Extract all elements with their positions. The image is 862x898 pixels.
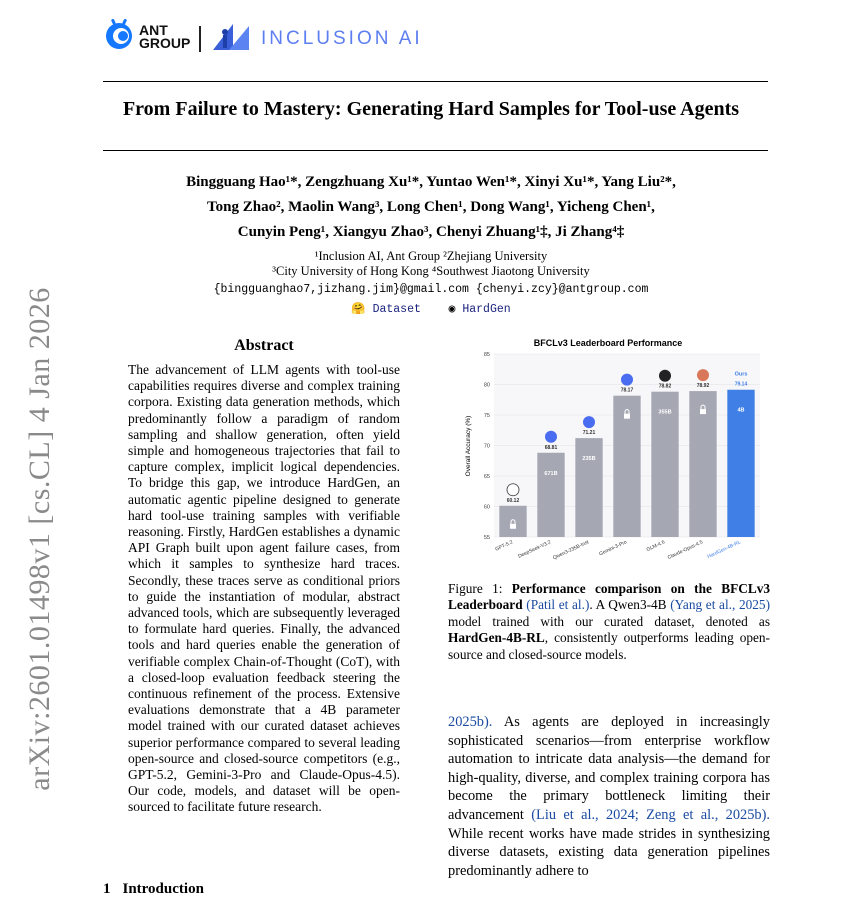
chart-value-label: 78.92 (696, 383, 710, 390)
chart-title: BFCLv3 Leaderboard Performance (533, 338, 683, 348)
caption-model-name: HardGen-4B-RL (448, 630, 545, 646)
chart-ours-label: Ours (734, 371, 748, 378)
ant-group-wordmark: ANT GROUP (139, 22, 191, 51)
authors-line-1: Bingguang Hao¹*, Zengzhuang Xu¹*, Yuntao Wen¹*, Xinyi Xu¹*, Yang Liu²*, (186, 174, 676, 190)
section-number: 1 (103, 881, 111, 897)
chart-model-logo-icon (697, 369, 709, 381)
chart-bar-size-label: 235B (582, 456, 596, 463)
chart-x-tick-label: Gemini-3-Pro (598, 539, 628, 558)
chart-value-label: 79.14 (734, 381, 748, 388)
chart-bar (499, 506, 526, 537)
chart-y-tick-label: 70 (483, 443, 490, 450)
chart-y-axis-label: Overall Accuracy (%) (465, 415, 472, 477)
chart-y-tick-label: 60 (483, 504, 490, 511)
chart-y-tick-label: 75 (483, 413, 490, 419)
abstract-heading: Abstract (234, 337, 294, 354)
chart-x-tick-label: Claude-Opus-4.5 (666, 539, 704, 561)
chart-model-logo-icon (507, 484, 519, 496)
title-bottom-rule (103, 150, 768, 151)
caption-text-3: , consistently outperforms leading open-source and closed-source models. (448, 630, 770, 662)
chart-model-logo-icon (545, 431, 557, 443)
header-logos (103, 16, 483, 56)
chart-bar (537, 453, 564, 537)
chart-x-tick-label: Qwen3-235B-Inst (552, 539, 590, 562)
authors-line-3: Cunyin Peng¹, Xiangyu Zhao³, Chenyi Zhuang¹‡, Ji Zhang⁴‡ (237, 224, 625, 240)
citation-yang[interactable]: (Yang et al., 2025) (670, 597, 770, 613)
arxiv-side-stamp: arXiv:2601.01498v1 [cs.CL] 4 Jan 2026 (23, 287, 56, 791)
caption-text-2: model trained with our curated dataset, denoted as (448, 613, 770, 629)
caption-bold-title: Performance comparison on the BFCLv3 Leaderboard (448, 581, 771, 613)
figure-1-caption (448, 581, 770, 663)
affiliation-line-2: ³City University of Hong Kong ⁴Southwest Jiaotong University (272, 264, 590, 278)
chart-bar-size-label: 355B (658, 409, 672, 416)
intro-body-right-column (448, 713, 770, 880)
chart-value-label: 71.21 (582, 430, 596, 437)
chart-value-label: 78.17 (620, 387, 634, 394)
intro-text-2: While recent works have made strides in synthesizing diverse datasets, existing data generation pipelines predominantly adhere to (448, 825, 770, 879)
github-icon: ◉ (448, 303, 456, 316)
ant-group-logo-icon (103, 18, 135, 50)
inclusion-ai-wordmark: INCLUSION AI (261, 28, 423, 49)
chart-bar-size-label: 4B (737, 407, 745, 414)
chart-value-label: 68.81 (544, 444, 558, 451)
chart-bar-size-label: 671B (544, 470, 558, 477)
affiliation-line-1: ¹Inclusion AI, Ant Group ²Zhejiang University (314, 249, 548, 263)
intro-text-1: As agents are deployed in increasingly sophisticated scenarios—from enterprise workflow automation to intricate data analysis—the demand for high-quality, diverse, and complex training corpora has become the primary bottleneck limiting their advancement (448, 714, 770, 823)
bfcl-leaderboard-chart (448, 332, 768, 572)
abstract-text (128, 362, 400, 816)
abstract-paragraph: The advancement of LLM agents with tool-use capabilities requires diverse and complex training corpora. Existing data generation methods, which predominantly follow a paradigm of random sampling and shallow generation, often yield simple and homogeneous trajectories that fail to capture complex, implicit logical dependencies. To bridge this gap, we introduce HardGen, an automatic agentic pipeline designed to generate hard tool-use training samples with verifiable reasoning. Firstly, HardGen establishes a dynamic API Graph built upon agent failure cases, from which it samples to synthesize hard traces. Secondly, these traces serve as conditional priors to guide the instantiation of modular, abstract advanced tools, which are subsequently leveraged to formulate hard queries. Finally, the advanced tools and hard queries enable the generation of verifiable complex Chain-of-Thought (CoT), with a closed-loop evaluation feedback steering the continuous refinement of the process. Extensive evaluations demonstrate that a 4B parameter model trained with our curated dataset achieves superior performance compared to several leading open-source and closed-source competitors (e.g., GPT-5.2, Gemini-3-Pro and Claude-Opus-4.5). Our code, models, and dataset will be open-sourced to facilitate future research. (128, 362, 400, 815)
citation-2025b[interactable]: 2025b). (448, 714, 493, 730)
chart-value-label: 78.82 (658, 383, 672, 390)
chart-model-logo-icon (621, 374, 633, 386)
section-heading-introduction (103, 881, 216, 898)
chart-bar (575, 438, 602, 537)
section-title: Introduction (122, 881, 204, 897)
citation-liu-zeng[interactable]: (Liu et al., 2024; Zeng et al., 2025b). (531, 806, 770, 823)
chart-value-label: 60.12 (506, 497, 520, 504)
caption-text-1: . A Qwen3-4B (589, 597, 667, 613)
paper-title: From Failure to Mastery: Generating Hard Samples for Tool-use Agents (122, 98, 740, 120)
citation-patil[interactable]: (Patil et al.) (526, 597, 590, 613)
chart-model-logo-icon (659, 370, 671, 382)
inclusion-ai-logo-icon (209, 20, 255, 54)
hardgen-code-link[interactable]: HardGen (462, 303, 511, 316)
logo-divider (199, 26, 201, 52)
dataset-emoji-icon: 🤗 (351, 303, 366, 316)
chart-y-tick-label: 65 (483, 474, 490, 480)
dataset-link[interactable]: Dataset (372, 303, 421, 316)
chart-x-tick-label: HardGen-4B-RL (706, 539, 742, 561)
caption-label: Figure 1: (448, 581, 503, 596)
chart-y-tick-label: 85 (483, 352, 490, 358)
title-top-rule (103, 81, 768, 82)
author-emails: {bingguanghao7,jizhang.jim}@gmail.com {chenyi.zcy}@antgroup.com (213, 283, 649, 296)
chart-x-tick-label: GLM-4.6 (645, 539, 666, 554)
chart-y-tick-label: 55 (483, 535, 490, 541)
chart-y-tick-label: 80 (483, 382, 490, 389)
chart-x-tick-label: DeepSeek-V3.2 (517, 539, 552, 560)
resource-links (60, 301, 802, 316)
authors-line-2: Tong Zhao², Maolin Wang³, Long Chen¹, Dong Wang¹, Yicheng Chen¹, (207, 199, 655, 215)
chart-x-tick-label: GPT-5.2 (494, 539, 514, 553)
chart-model-logo-icon (583, 416, 595, 428)
